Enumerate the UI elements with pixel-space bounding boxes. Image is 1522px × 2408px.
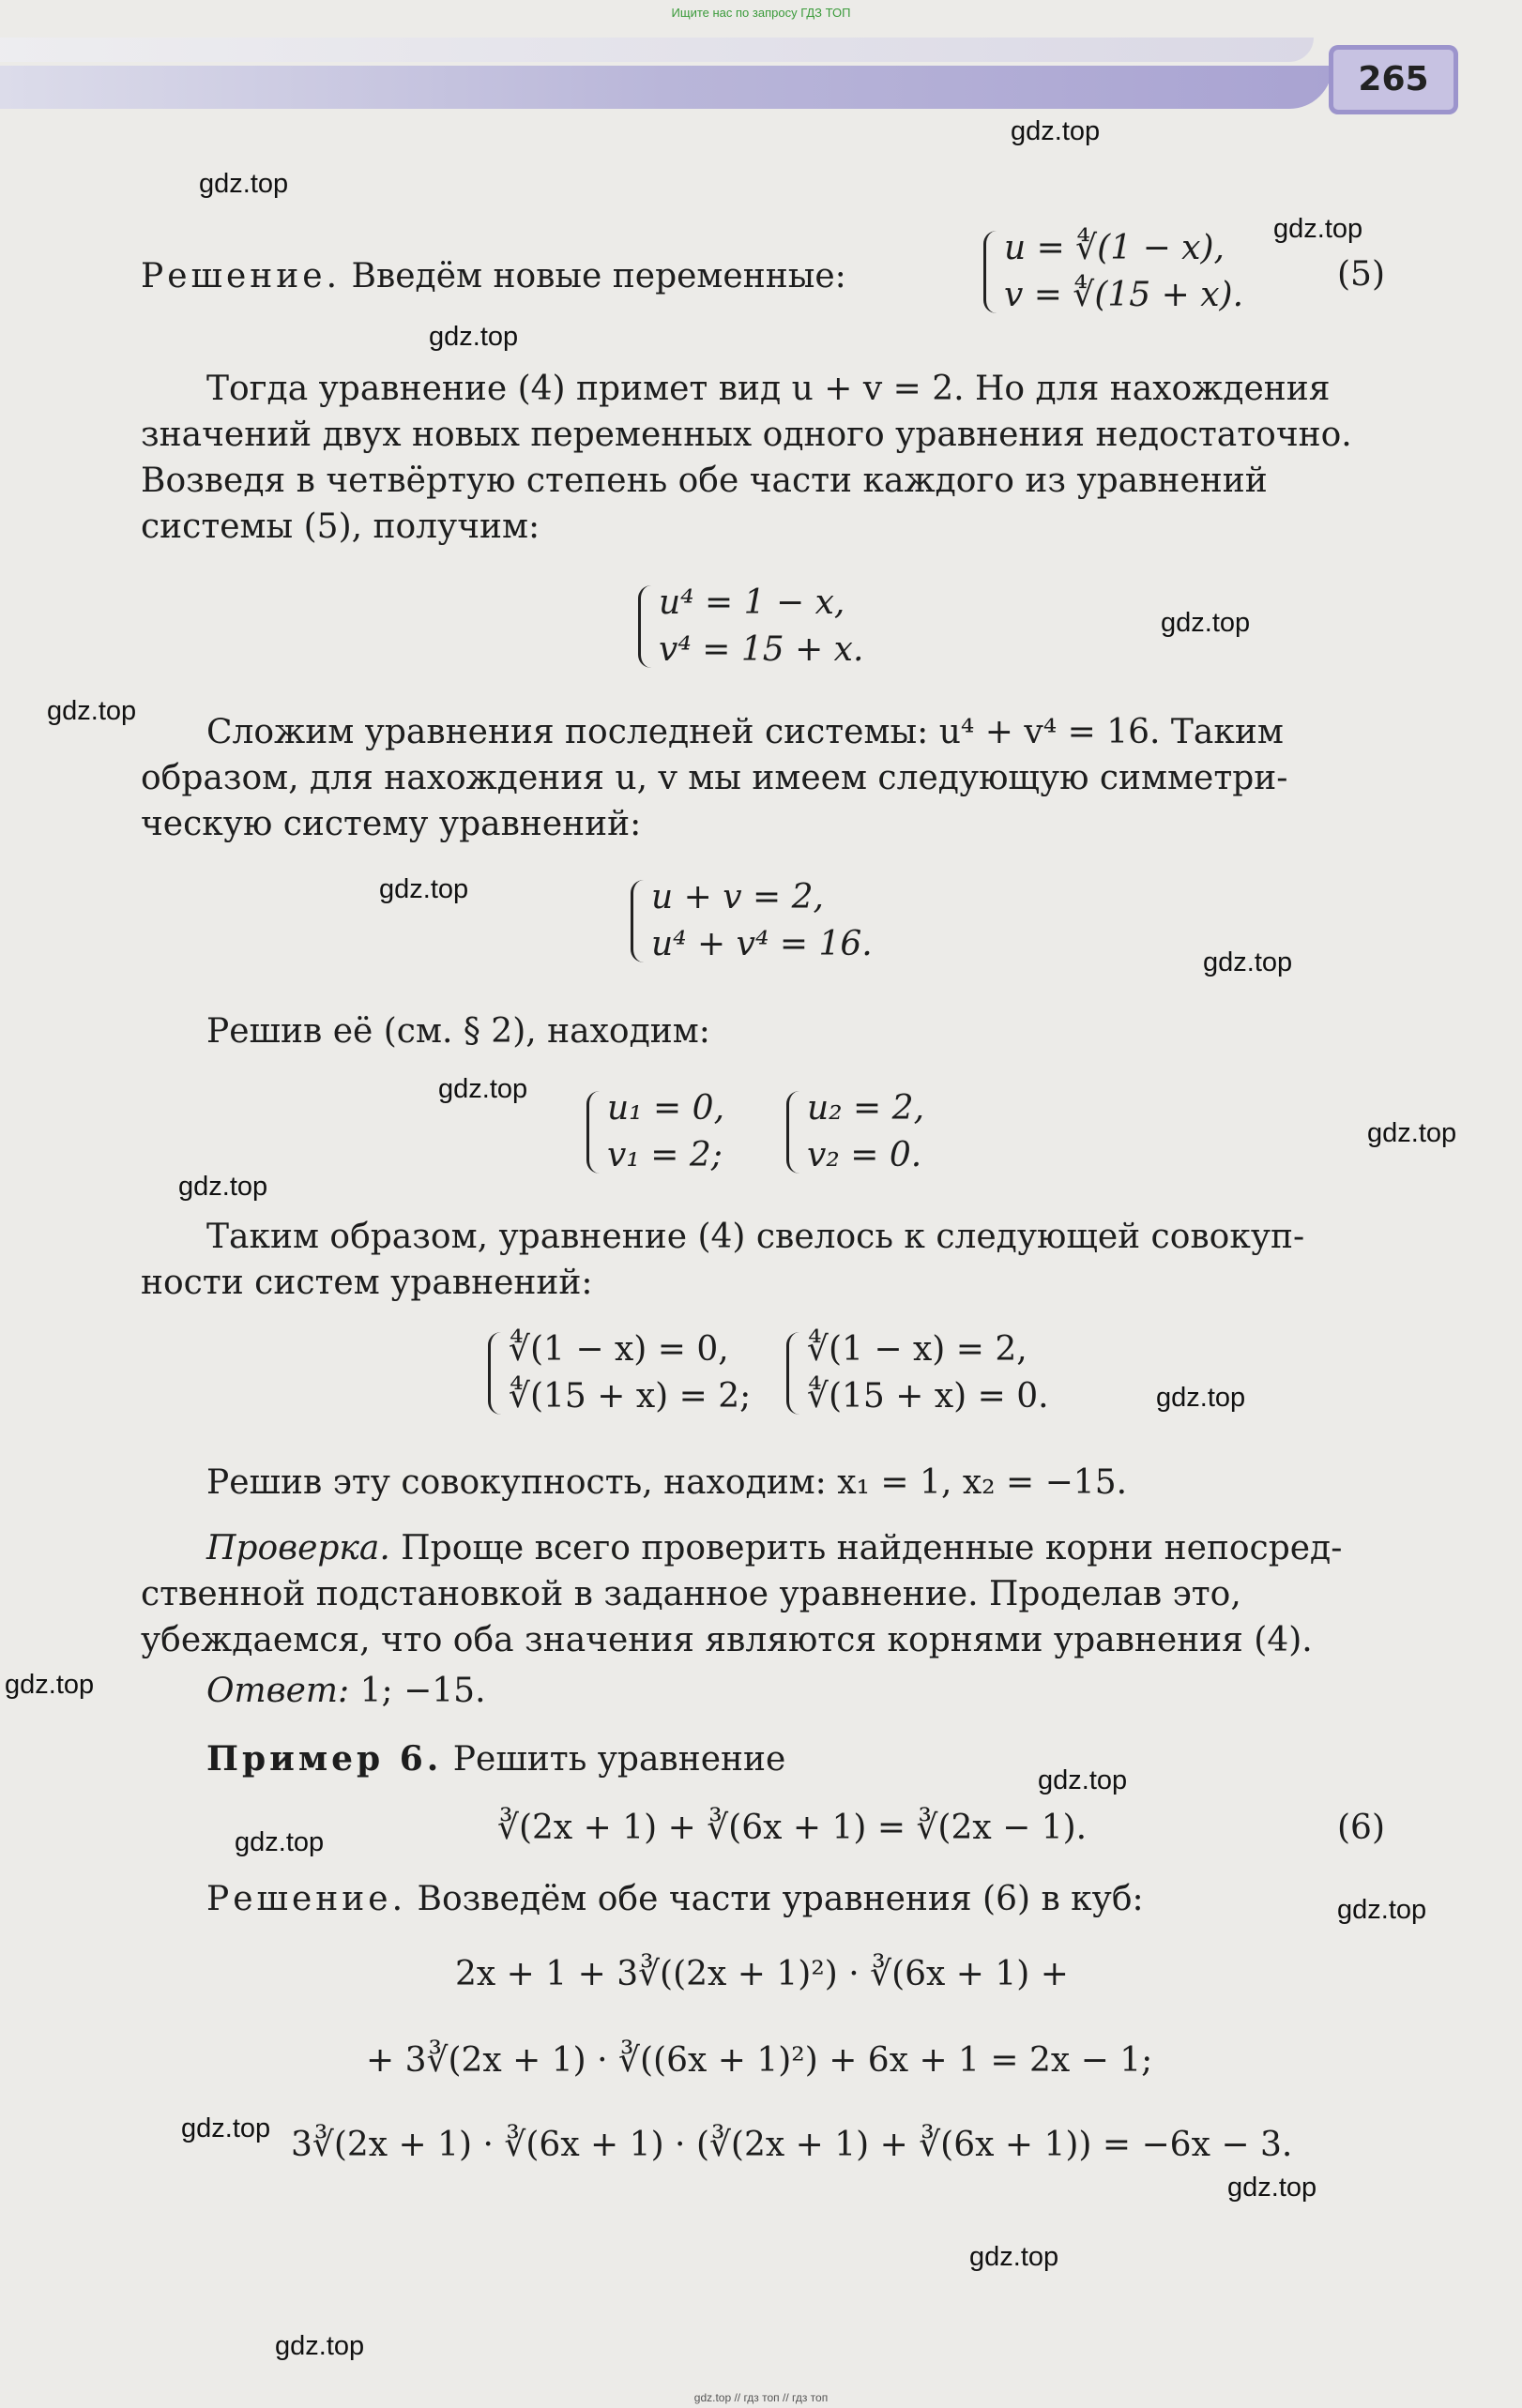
watermark: gdz.top [181,2113,271,2143]
solution-2-line [206,1878,1144,1920]
watermark: gdz.top [5,1670,95,1700]
system-d2 [786,1326,1049,1420]
system-a-eq1: u⁴ = 1 − x, [659,583,845,622]
system-d1-eq1: ∜(1 − x) = 0, [509,1330,729,1369]
watermark: gdz.top [47,696,137,726]
watermark: gdz.top [1203,947,1293,977]
watermark: gdz.top [1156,1383,1246,1413]
system-d1-eq2: ∜(15 + x) = 2; [509,1377,752,1416]
check-line [206,1527,1342,1569]
bottom-note: gdz.top // гдз топ // гдз топ [693,2391,829,2404]
system-c1-eq1: u₁ = 0, [607,1089,725,1128]
watermark: gdz.top [199,169,289,199]
watermark: gdz.top [178,1172,268,1202]
example-6-line [206,1738,785,1780]
paragraph-line: Сложим уравнения последней системы: u⁴ + v⁴ = 16. Таким [206,713,1284,751]
solution-text: Возведём обе части уравнения (6) в куб: [417,1880,1144,1918]
equation-number-6: (6) [1337,1809,1385,1847]
watermark: gdz.top [1273,214,1363,244]
watermark: gdz.top [1367,1118,1457,1148]
paragraph-line: Таким образом, уравнение (4) свелось к следующей совокуп- [206,1218,1305,1256]
answer-line [206,1670,486,1712]
paragraph-line: ственной подстановкой в заданное уравнение. Проделав это, [141,1575,1241,1613]
watermark: gdz.top [1161,608,1251,638]
system-b [631,874,873,968]
paragraph-line: образом, для нахождения u, v мы имеем следующую симметри- [141,759,1288,797]
equation-6: ∛(2x + 1) + ∛(6x + 1) = ∛(2x − 1). [497,1809,1088,1847]
system-5-eq2: v = ∜(15 + x). [1004,276,1244,314]
watermark: gdz.top [275,2331,365,2361]
watermark: gdz.top [379,874,469,904]
watermark: gdz.top [235,1827,325,1857]
system-d2-eq2: ∜(15 + x) = 0. [807,1377,1049,1416]
header-band [0,66,1332,109]
solution-label: Решение. [141,257,342,295]
equation-number-5: (5) [1337,255,1385,294]
watermark: gdz.top [969,2242,1059,2272]
system-5-eq1: u = ∜(1 − x), [1004,229,1225,267]
paragraph-line: Возведя в четвёртую степень обе части каждого из уравнений [141,462,1268,500]
system-c1 [586,1085,724,1179]
paragraph-line: Решив эту совокупность, находим: x₁ = 1, x₂ = −15. [206,1463,1128,1502]
page-number-badge [1329,45,1458,114]
system-c2-eq2: v₂ = 0. [807,1136,922,1174]
check-label: Проверка. [206,1529,390,1567]
cubed-equation-line-1: 2x + 1 + 3∛((2x + 1)²) · ∛(6x + 1) + [455,1955,1069,1993]
system-d1 [488,1326,751,1420]
example-text: Решить уравнение [452,1740,786,1779]
watermark: gdz.top [429,322,519,352]
top-note: Ищите нас по запросу ГДЗ ТОП [671,6,851,20]
paragraph-line: значений двух новых переменных одного уравнения недостаточно. [141,416,1352,454]
paragraph-line: ности систем уравнений: [141,1264,593,1302]
watermark: gdz.top [1227,2173,1317,2203]
watermark: gdz.top [1011,116,1101,146]
page-number: 265 [1358,60,1429,98]
system-c1-eq2: v₁ = 2; [607,1136,723,1174]
solution-1-line [141,255,846,297]
solution-text: Введём новые переменные: [351,257,846,295]
paragraph-line: системы (5), получим: [141,507,540,546]
system-5 [983,225,1243,319]
system-b-eq2: u⁴ + v⁴ = 16. [651,925,873,963]
system-a-eq2: v⁴ = 15 + x. [659,630,864,669]
system-d2-eq1: ∜(1 − x) = 2, [807,1330,1027,1369]
paragraph-line: ческую систему уравнений: [141,805,642,843]
paragraph-line: Решив её (см. § 2), находим: [206,1012,710,1051]
solution-label: Решение. [206,1880,407,1918]
paragraph-line: убеждаемся, что оба значения являются корнями уравнения (4). [141,1621,1313,1659]
watermark: gdz.top [1337,1895,1427,1925]
answer-value: 1; −15. [359,1672,486,1710]
watermark: gdz.top [438,1074,528,1104]
paragraph-line: Тогда уравнение (4) примет вид u + v = 2. Но для нахождения [206,370,1331,408]
cubed-equation-line-2: + 3∛(2x + 1) · ∛((6x + 1)²) + 6x + 1 = 2x − 1; [366,2041,1153,2080]
header-band-light [0,38,1314,62]
example-label: Пример 6. [206,1739,443,1779]
system-a [638,580,863,674]
system-c2-eq1: u₂ = 2, [807,1089,925,1128]
watermark: gdz.top [1038,1765,1128,1795]
system-c2 [786,1085,924,1179]
cubed-equation-line-3: 3∛(2x + 1) · ∛(6x + 1) · (∛(2x + 1) + ∛(6x + 1)) = −6x − 3. [291,2126,1293,2164]
answer-label: Ответ: [206,1672,350,1710]
check-text: Проще всего проверить найденные корни непосред- [401,1529,1343,1567]
system-b-eq1: u + v = 2, [651,878,824,916]
